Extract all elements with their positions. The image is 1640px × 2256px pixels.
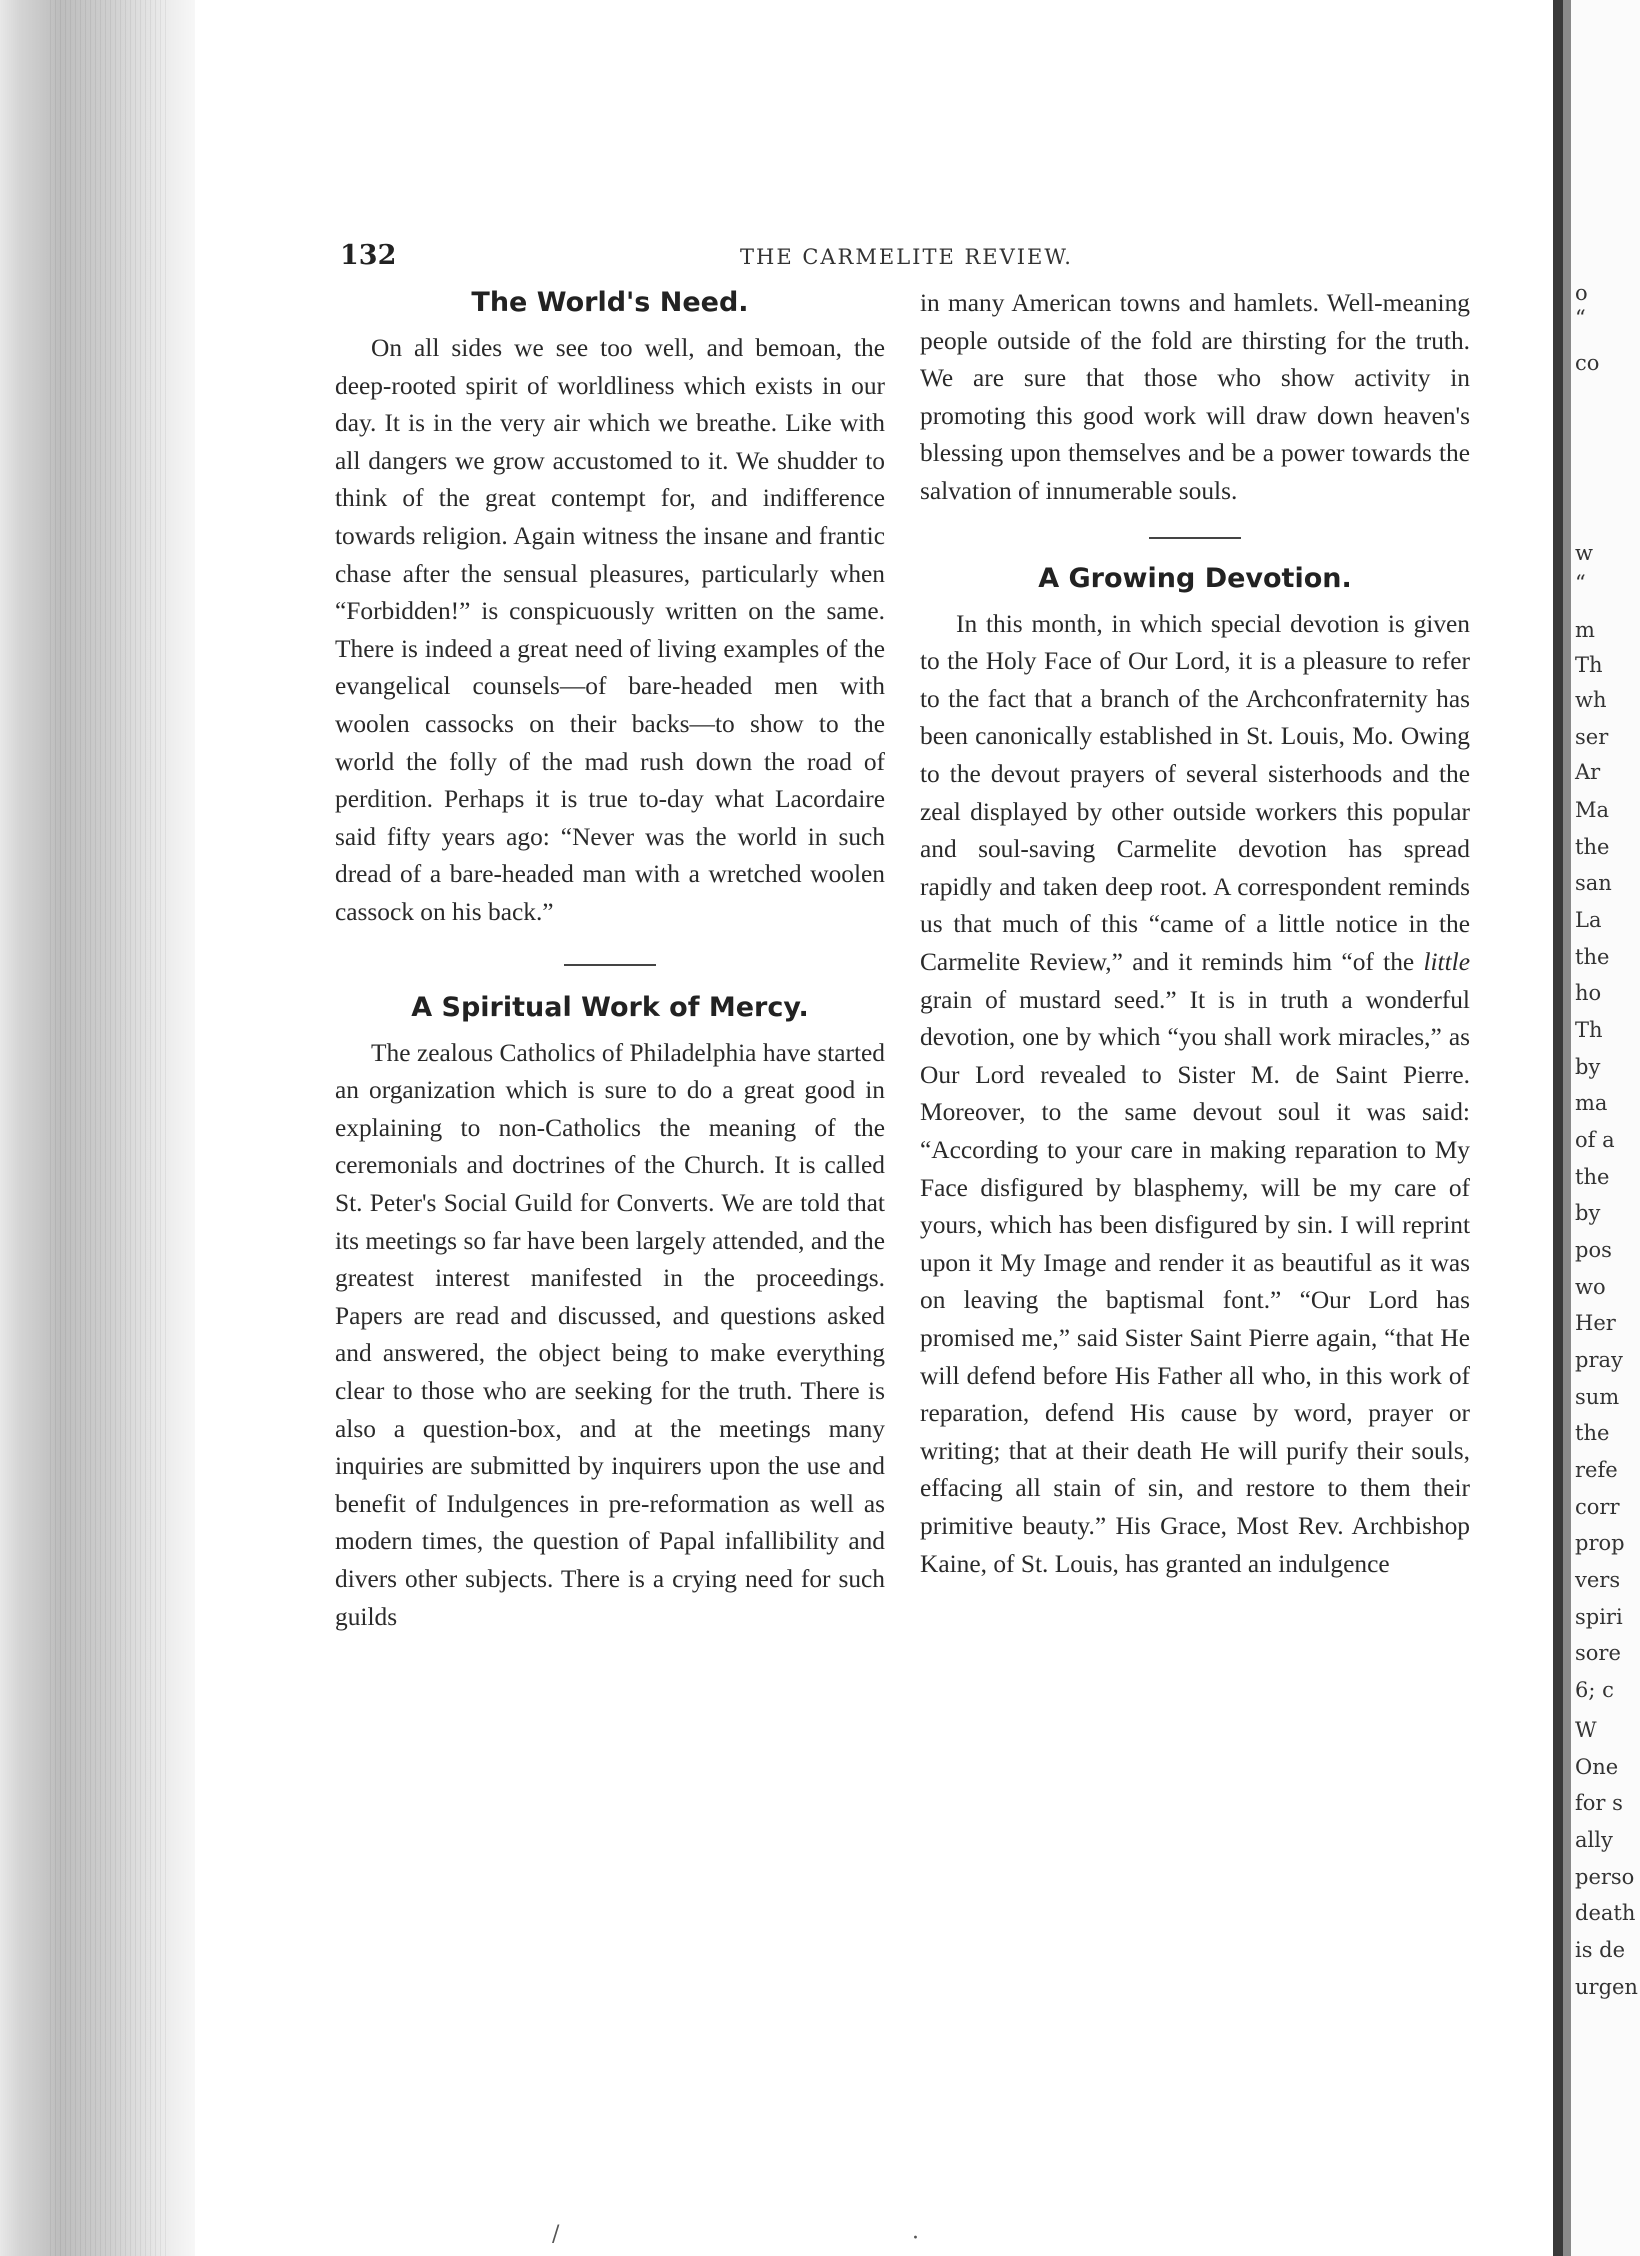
- fragment: “: [1575, 306, 1586, 330]
- page-number: 132: [340, 240, 397, 271]
- article-paragraph-continued: in many American towns and hamlets. Well-meaning people outside of the fold are thirsting for the truth. We are sure that those who show activity in promoting this good work will draw down heaven's blessing upon themselves and be a power towards the salvation of innumerable souls.: [920, 289, 1470, 505]
- fragment: One: [1575, 1755, 1619, 1779]
- article-title: A Spiritual Work of Mercy.: [411, 991, 809, 1023]
- scan-speck: ·: [912, 2226, 919, 2251]
- fragment: ma: [1575, 1091, 1608, 1115]
- fragment: the: [1575, 1421, 1610, 1445]
- fragment: for s: [1575, 1791, 1623, 1815]
- fragment: urgen: [1575, 1975, 1638, 1999]
- fragment: by: [1575, 1055, 1601, 1079]
- right-column: [920, 285, 1470, 1583]
- fragment: m: [1575, 618, 1595, 642]
- fragment: of a: [1575, 1128, 1615, 1152]
- running-title: THE CARMELITE REVIEW.: [740, 245, 1073, 269]
- article-title: The World's Need.: [471, 287, 749, 318]
- page-edges: [50, 0, 170, 2256]
- fragment: Th: [1575, 1018, 1603, 1042]
- adjacent-page: [1571, 0, 1640, 2256]
- article-paragraph: [920, 606, 1470, 1583]
- fragment: refe: [1575, 1458, 1618, 1482]
- book-gutter: [0, 0, 195, 2256]
- fragment: the: [1575, 1165, 1610, 1189]
- binding-spine: [1553, 0, 1563, 2256]
- fragment: Her: [1575, 1311, 1616, 1335]
- fragment: pos: [1575, 1238, 1612, 1262]
- fragment: perso: [1575, 1865, 1635, 1889]
- fragment: prop: [1575, 1531, 1625, 1555]
- fragment: ally: [1575, 1828, 1613, 1852]
- binding-shadow: [1563, 0, 1571, 2256]
- fragment: Ar: [1575, 760, 1601, 784]
- fragment: spiri: [1575, 1605, 1623, 1629]
- article-title: A Growing Devotion.: [1038, 562, 1352, 594]
- fragment: Th: [1575, 653, 1603, 677]
- fragment: co: [1575, 351, 1600, 375]
- paragraph-text: grain of mustard seed.” It is in truth a wonderful devotion, one by which “you shall work miracles,” as Our Lord revealed to Sister M. de Saint Pierre. Moreover, to the same devout soul it was said: “According to your care in making reparation to My Face disfigured by blasphemy, will be my care of yours, which has been disfigured by sin. I will reprint upon it My Image and render it as beautiful as it was on leaving the baptismal font.” “Our Lord has promised me,” said Sister Saint Pierre again, “that He will defend before His Father all who, in this work of reparation, defend His cause by word, prayer or writing; that at their death He will purify their souls, effacing all stain of sin, and restore to them their primitive beauty.” His Grace, Most Rev. Archbishop Kaine, of St. Louis, has granted an indulgence: [920, 985, 1470, 1578]
- fragment: w: [1575, 541, 1593, 565]
- article-paragraph: The zealous Catholics of Philadelphia have started an organization which is sure to do a great good in explaining to non-Catholics the meaning of the ceremonials and doctrines of the Church. It is called St. Peter's Social Guild for Converts. We are told that its meetings so far have been largely attended, and the greatest interest manifested in the proceedings. Papers are read and discussed, and questions asked and answered, the object being to make everything clear to those who are seeking for the truth. There is also a question-box, and at the meetings many inquiries are submitted by inquirers upon the use and benefit of Indulgences in pre-reformation as well as modern times, the question of Papal infallibility and divers other subjects. There is a crying need for such guilds: [335, 1038, 885, 1631]
- fragment: the: [1575, 945, 1610, 969]
- fragment: death: [1575, 1901, 1636, 1925]
- fragment: wh: [1575, 688, 1607, 712]
- fragment: corr: [1575, 1495, 1620, 1519]
- fragment: Ma: [1575, 798, 1610, 822]
- fragment: o: [1575, 281, 1588, 305]
- fragment: pray: [1575, 1348, 1623, 1372]
- fragment: vers: [1575, 1568, 1621, 1592]
- fragment: La: [1575, 908, 1602, 932]
- italic-word: little: [1423, 948, 1470, 976]
- fragment: by: [1575, 1201, 1601, 1225]
- fragment: “: [1575, 571, 1586, 595]
- fragment: wo: [1575, 1275, 1606, 1299]
- fragment: W: [1575, 1718, 1597, 1742]
- fragment: san: [1575, 871, 1612, 895]
- fragment: the: [1575, 835, 1610, 859]
- left-column: [335, 285, 885, 1636]
- article-paragraph: On all sides we see too well, and bemoan, the deep-rooted spirit of worldliness which exists in our day. It is in the very air which we breathe. Like with all dangers we grow accustomed to it. We shudder to think of the great contempt for, and indifference towards religion. Again witness the insane and frantic chase after the sensual pleasures, particularly when “Forbidden!” is conspicuously written on the same. There is indeed a great need of living examples of the evangelical counsels—of bare-headed men with woolen cassocks on their backs—to show to the world the folly of the mad rush down the road of perdition. Perhaps it is true to-day what Lacordaire said fifty years ago: “Never was the world in such dread of a bare-headed man with a wretched woolen cassock on his back.”: [335, 334, 885, 926]
- fragment: ser: [1575, 725, 1609, 749]
- fragment: sum: [1575, 1385, 1620, 1409]
- fragment: sore: [1575, 1641, 1621, 1665]
- paragraph-text: In this month, in which special devotion is given to the Holy Face of Our Lord, it is a pleasure to refer to the fact that a branch of the Archconfraternity has been canonically established in St. Louis, Mo. Owing to the devout prayers of several sisterhoods and the zeal displayed by other outside workers this popular and soul-saving Carmelite devotion has spread rapidly and taken deep root. A correspondent reminds us that much of this “came of a little notice in the Carmelite Review,” and it reminds him “of the: [920, 609, 1470, 976]
- scan-speck: /: [552, 2222, 560, 2247]
- fragment: ho: [1575, 981, 1602, 1005]
- fragment: 6; c: [1575, 1678, 1614, 1702]
- fragment: is de: [1575, 1938, 1626, 1962]
